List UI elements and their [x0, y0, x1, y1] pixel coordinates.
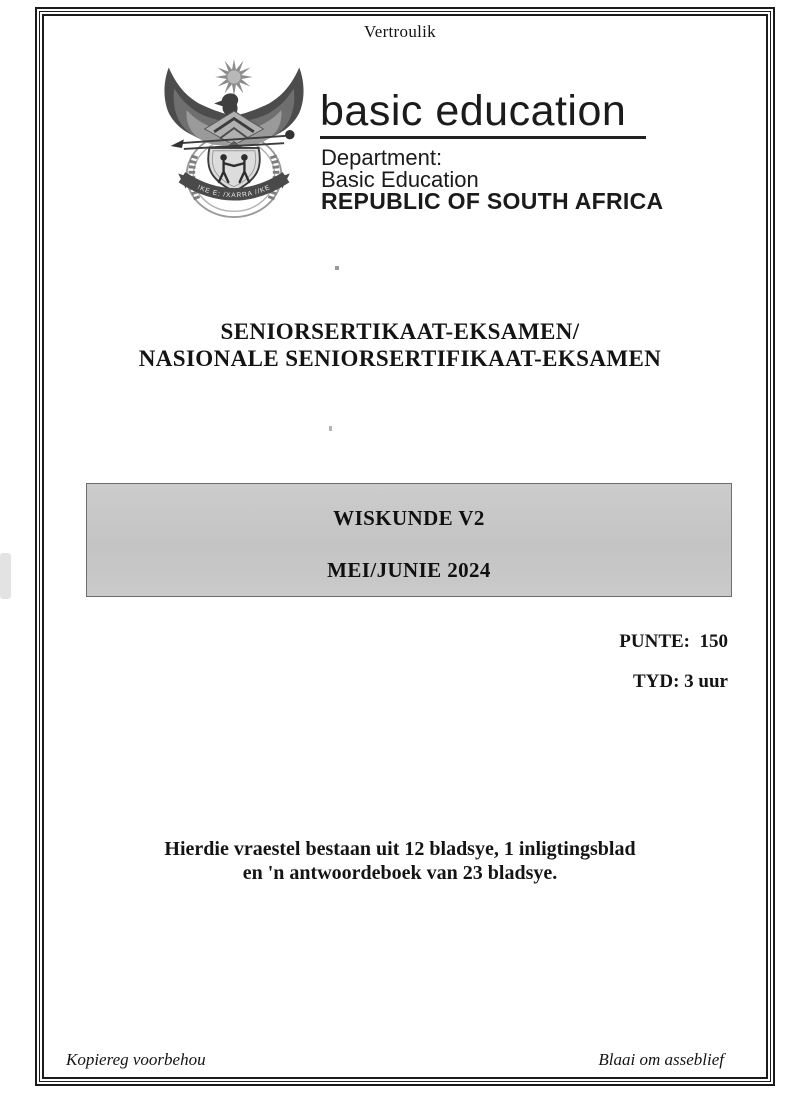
scan-artifact-dot: [335, 266, 339, 270]
subject-name: WISKUNDE V2: [333, 506, 485, 530]
time-label: TYD: 3 uur: [632, 671, 728, 692]
exam-title: [0, 318, 800, 372]
marks-time-block: [619, 631, 728, 693]
department-label: Department:: [321, 145, 443, 170]
exam-title-line-1: SENIORSERTIKAAT-EKSAMEN/: [220, 319, 580, 344]
paper-contents-note-line-1: Hierdie vraestel bestaan uit 12 bladsye, 1 inligtingsblad: [164, 838, 636, 860]
scan-artifact-dot: [329, 426, 332, 431]
copyright-notice: Kopiereg voorbehou: [66, 1050, 206, 1069]
department-name: Basic Education: [321, 167, 479, 192]
wordmark-underline: [320, 136, 646, 139]
basic-education-wordmark: basic education: [320, 87, 627, 135]
subject-box: [86, 483, 732, 597]
page-turn-instruction: Blaai om asseblief: [598, 1050, 724, 1069]
coat-of-arms-motto: !KE E: /XARRA //KE: [196, 184, 272, 200]
scan-artifact-smudge: [0, 553, 11, 599]
coat-of-arms-icon: [146, 56, 322, 238]
confidential-label: Vertroulik: [364, 22, 436, 41]
exam-title-line-2: NASIONALE SENIORSERTIFIKAAT-EKSAMEN: [138, 346, 662, 371]
paper-contents-note: [0, 837, 800, 885]
republic-label: REPUBLIC OF SOUTH AFRICA: [321, 188, 664, 214]
exam-session: MEI/JUNIE 2024: [327, 558, 491, 582]
marks-label: PUNTE: 150: [619, 631, 728, 652]
paper-contents-note-line-2: en 'n antwoordeboek van 23 bladsye.: [242, 862, 558, 884]
